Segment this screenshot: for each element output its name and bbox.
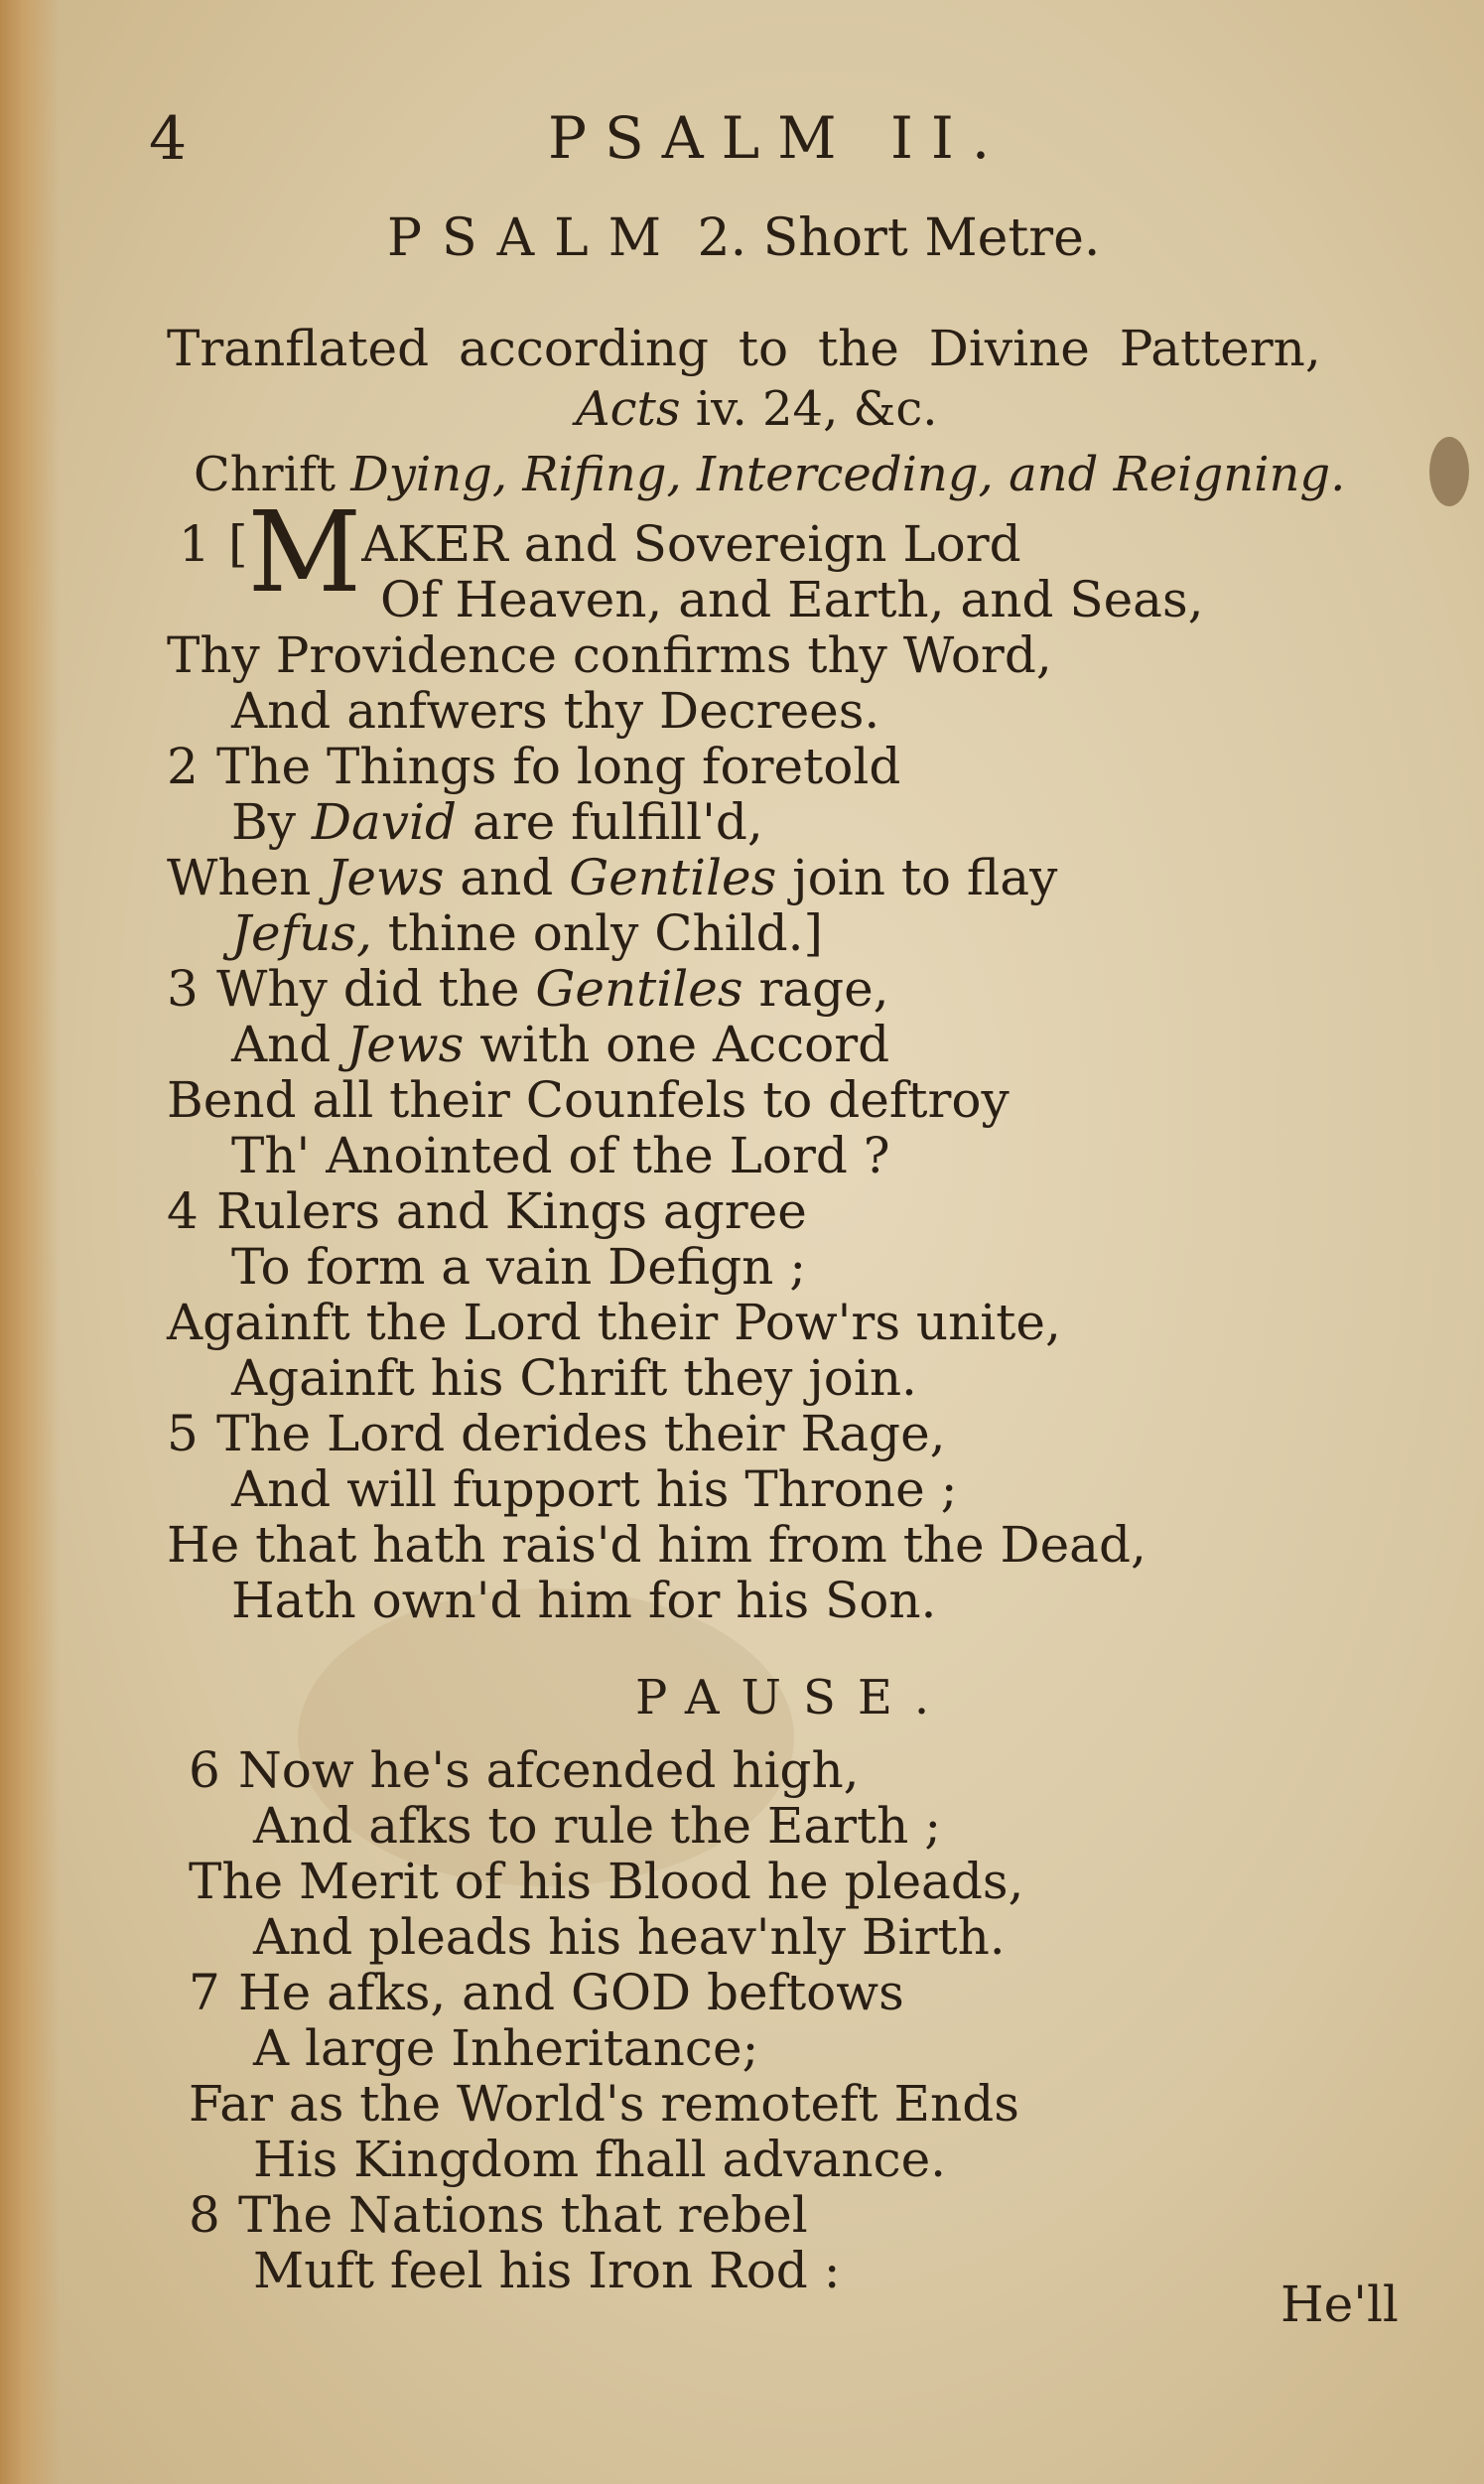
verse-line [167,1517,1408,1573]
verse-line [167,1239,1408,1295]
verse-italic: Gentiles [569,849,777,906]
verse-text: Thy Providence confirms thy Word, [167,626,1052,684]
pause-heading: PAUSE. [635,1670,952,1725]
page-edge-shading [0,0,60,2484]
verse-line [167,1128,1408,1183]
verse-text: Far as the World's remoteft Ends [189,2075,1019,2133]
verse-number: 7 [189,1964,220,2021]
verse-number: 1 [179,515,210,573]
verse-text: and [444,849,570,906]
verse-text: He that hath rais'd him from the Dead, [167,1516,1147,1574]
verse-italic: Jefus, [231,904,372,962]
verse-line [189,1965,1429,2020]
verse-text: are fulfill'd, [457,793,763,851]
verse-line [189,1854,1429,1909]
verse-line [189,2076,1429,2132]
verse-number: 4 [167,1182,199,1240]
verse-line [167,905,1408,961]
verse-text: The Lord derides their Rage, [216,1405,946,1462]
catchword: He'll [1281,2276,1399,2333]
verse-text: rage, [742,960,889,1018]
verse-text: And pleads his heav'nly Birth. [253,1908,1006,1966]
verse-line [167,683,1408,739]
verse-line [167,961,1408,1017]
verse-line [189,2243,1429,2298]
verse-text: Why did the [216,960,536,1018]
verse-text: The Things fo long foretold [216,738,901,795]
verses-block-2 [189,1742,1429,2298]
argument-line [194,447,1345,502]
verse-number: 8 [189,2186,220,2244]
verse-text: Now he's afcended high, [238,1741,860,1799]
metre-label: Short Metre. [762,208,1101,268]
verse-line [167,739,1408,794]
verse-text: He afks, and GOD beftows [238,1964,904,2021]
verse-text: Th' Anointed of the Lord ? [231,1127,890,1184]
reference-book: Acts [576,381,681,437]
verse-text: And will fupport his Throne ; [231,1460,958,1518]
psalm-number: 2. [697,208,747,268]
verse-line [167,1183,1408,1239]
verse-text: And anfwers thy Decrees. [231,682,880,740]
drop-cap: M [247,488,362,618]
verse-text: thine only Child.] [371,904,824,962]
verse-italic: Gentiles [535,960,743,1018]
verse-line [167,1573,1408,1628]
verse-text: The Merit of his Blood he pleads, [189,1853,1024,1910]
subtitle-line-1: Tranflated according to the Divine Pattern, [167,320,1321,377]
verse-italic: David [311,793,458,851]
verses-block-1 [167,488,1408,1629]
verse-text: Hath own'd him for his Son. [231,1572,937,1629]
verse-line [167,1406,1408,1461]
verse-line [167,794,1408,850]
ink-blot [1429,437,1469,506]
subtitle-reference [576,381,937,437]
verse-italic: Jews [327,849,445,906]
bracket: [ [228,515,248,573]
verse-line [167,1072,1408,1128]
verse-italic: Jews [346,1016,465,1073]
verse-line [189,1909,1429,1965]
verse-text: Muft feel his Iron Rod : [253,2242,841,2299]
verse-line [167,1350,1408,1406]
verse-number: 3 [167,960,199,1018]
verse-text: And [231,1016,347,1073]
psalm-heading [387,208,1100,268]
verse-text: And afks to rule the Earth ; [253,1797,942,1855]
verse-line [189,1798,1429,1854]
verse-number: 2 [167,738,199,795]
verse-line [167,627,1408,683]
verse-number: 6 [189,1741,220,1799]
verse-text: Againft the Lord their Pow'rs unite, [167,1294,1061,1351]
verse-text: The Nations that rebel [238,2186,808,2244]
reference-rest: iv. 24, &c. [680,381,938,437]
verse-text: When [167,849,328,906]
verse-text: Againft his Chrift they join. [231,1349,917,1407]
verse-number: 5 [167,1405,199,1462]
verse-line [189,1742,1429,1798]
verse-line [167,1017,1408,1072]
verse-text: By [231,793,312,851]
verse-text: To form a vain Defign ; [231,1238,807,1296]
argument-italic: Dying, Rifing, Interceding, and Reigning. [350,447,1346,502]
psalm-word: PSALM [387,208,681,268]
running-title: PSALM II. [548,104,1009,172]
verse-text: AKER and Sovereign Lord [361,515,1021,573]
verse-line [167,1295,1408,1350]
verse-text: Bend all their Counfels to deftroy [167,1071,1010,1129]
verse-text: Rulers and Kings agree [216,1182,807,1240]
verse-line [189,2187,1429,2243]
verse-line [189,2132,1429,2187]
verse-line [189,2020,1429,2076]
verse-text: with one Accord [464,1016,890,1073]
running-head [149,104,1340,184]
verse-text: His Kingdom fhall advance. [253,2131,947,2188]
argument-word: Chrift [194,447,351,502]
verse-text: A large Inheritance; [253,2019,759,2077]
verse-text: Of Heaven, and Earth, and Seas, [380,571,1204,628]
verse-line [167,1461,1408,1517]
verse-text: join to flay [776,849,1058,906]
page-number: 4 [149,104,188,174]
verse-line [167,850,1408,905]
